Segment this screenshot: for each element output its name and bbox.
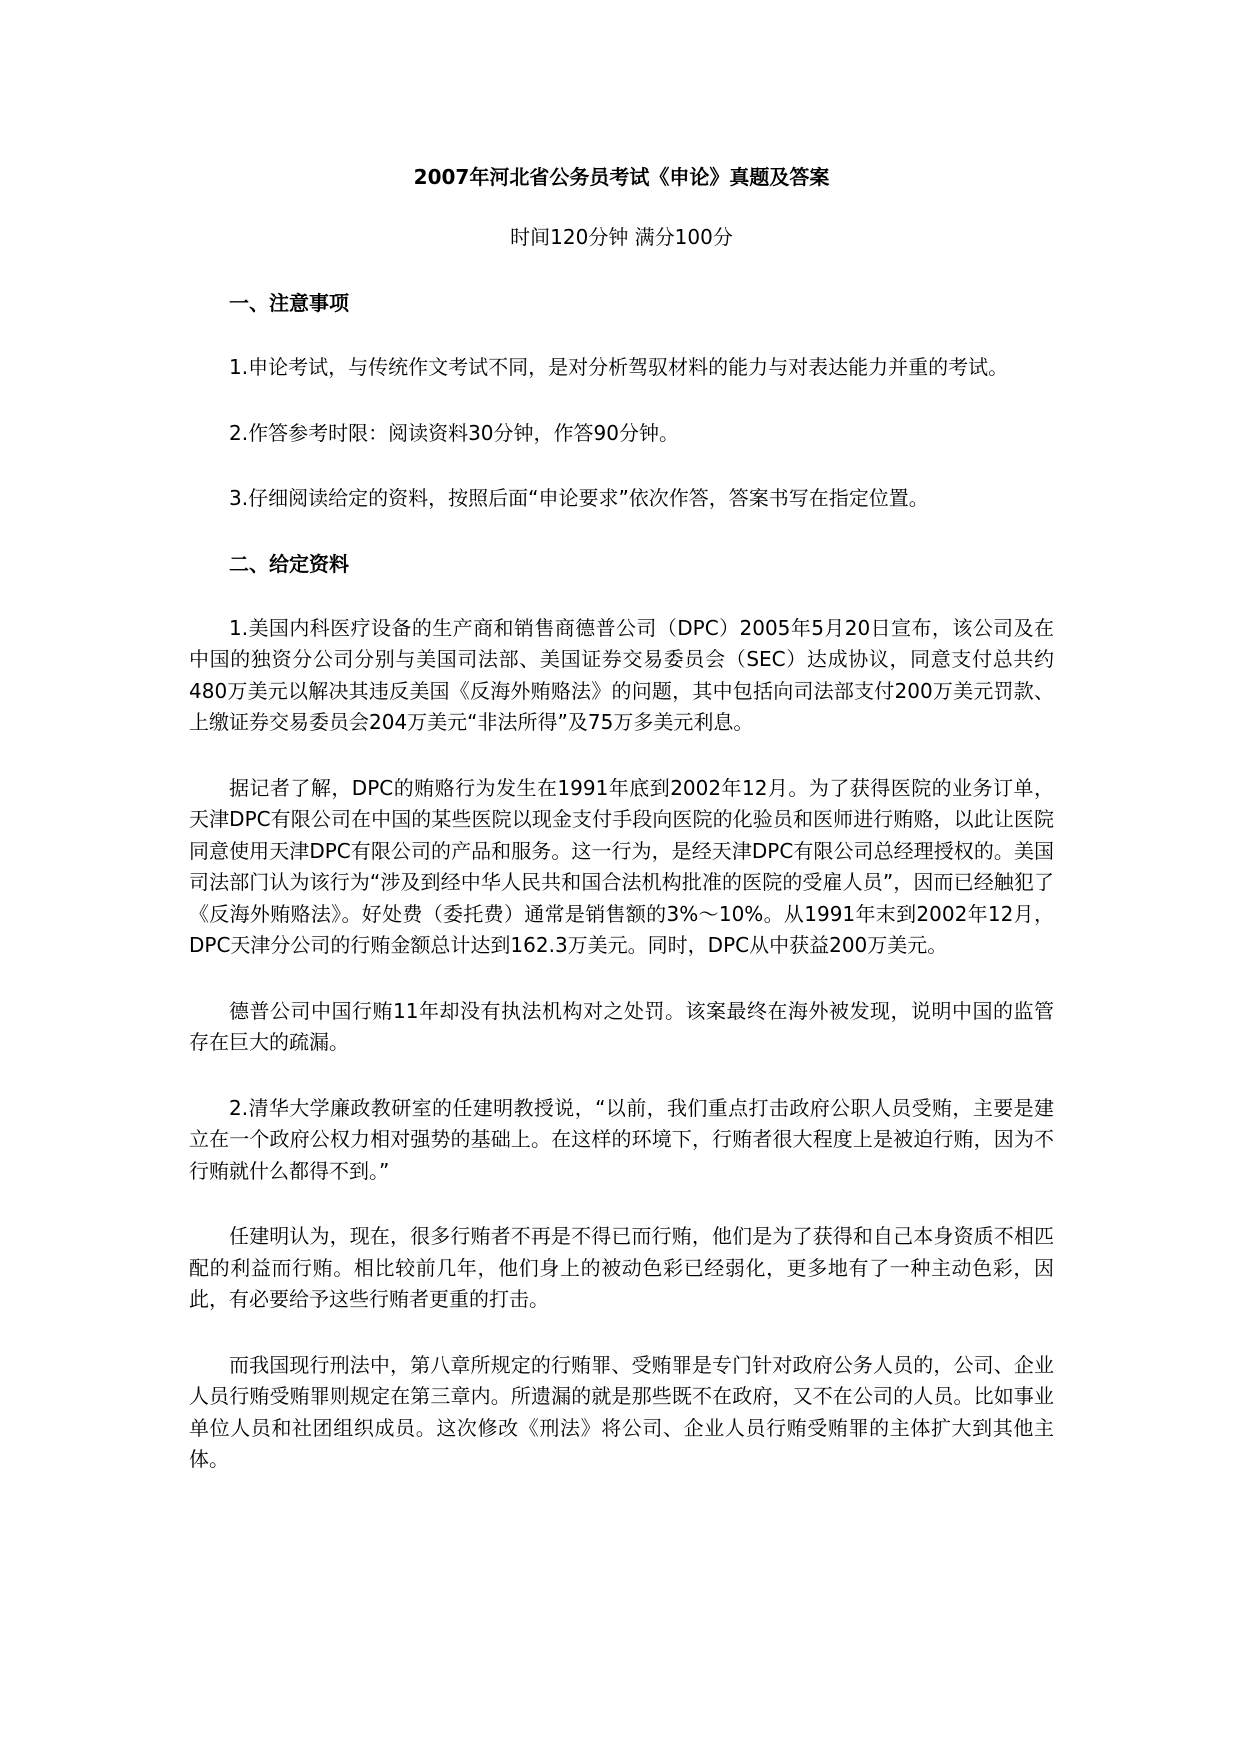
notes-item-1: 1.申论考试，与传统作文考试不同，是对分析驾驭材料的能力与对表达能力并重的考试。 (229, 355, 1009, 379)
document-title: 2007年河北省公务员考试《申论》真题及答案 (413, 165, 830, 189)
notes-item-3: 3.仔细阅读给定的资料，按照后面“申论要求”依次作答，答案书写在指定位置。 (229, 486, 929, 510)
section-heading-materials: 二、给定资料 (229, 551, 349, 576)
material-paragraph: 德普公司中国行贿11年却没有执法机构对之处罚。该案最终在海外被发现，说明中国的监管存在巨大的疏漏。 (189, 998, 1054, 1054)
material-paragraph: 据记者了解，DPC的贿赂行为发生在1991年底到2002年12月。为了获得医院的业务订单，天津DPC有限公司在中国的某些医院以现金支付手段向医院的化验员和医师进行贿赂，以此让医院同意使用天津DPC有限公司的产品和服务。这一行为，是经天津DPC有限公司总经理授权的。美国司法部门认为该行为“涉及到经中华人民共和国合法机构批准的医院的受雇人员”，因而已经触犯了《反海外贿赂法》。好处费（委托费）通常是销售额的3%～10%。从1991年末到2002年12月，DPC天津分公司的行贿金额总计达到162.3万美元。同时，DPC从中获益200万美元。 (189, 775, 1054, 957)
notes-item-2: 2.作答参考时限：阅读资料30分钟，作答90分钟。 (229, 420, 679, 445)
material-paragraph: 而我国现行刑法中，第八章所规定的行贿罪、受贿罪是专门针对政府公务人员的，公司、企业人员行贿受贿罪则规定在第三章内。所遗漏的就是那些既不在政府，又不在公司的人员。比如事业单位人员和社团组织成员。这次修改《刑法》将公司、企业人员行贿受贿罪的主体扩大到其他主体。 (189, 1352, 1054, 1471)
section-heading-notes: 一、注意事项 (229, 291, 349, 315)
material-paragraph: 2.清华大学廉政教研室的任建明教授说，“以前，我们重点打击政府公职人员受贿，主要是建立在一个政府公权力相对强势的基础上。在这样的环境下，行贿者很大程度上是被迫行贿，因为不行贿就什么都得不到。” (189, 1095, 1054, 1183)
material-paragraph: 任建明认为，现在，很多行贿者不再是不得已而行贿，他们是为了获得和自己本身资质不相匹配的利益而行贿。相比较前几年，他们身上的被动色彩已经弱化，更多地有了一种主动色彩，因此，有必要给予这些行贿者更重的打击。 (189, 1224, 1054, 1311)
material-paragraph: 1.美国内科医疗设备的生产商和销售商德普公司（DPC）2005年5月20日宣布，该公司及在中国的独资分公司分别与美国司法部、美国证券交易委员会（SEC）达成协议，同意支付总共约480万美元以解决其违反美国《反海外贿赂法》的问题，其中包括向司法部支付200万美元罚款、上缴证券交易委员会204万美元“非法所得”及75万多美元利息。 (189, 615, 1054, 734)
exam-time-info: 时间120分钟 满分100分 (510, 225, 733, 249)
